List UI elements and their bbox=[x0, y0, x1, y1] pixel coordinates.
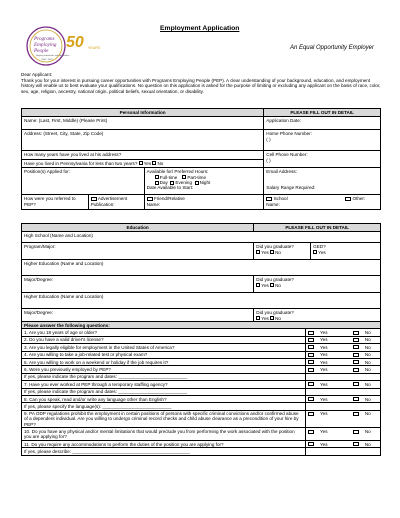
hs-graduate-field bbox=[254, 243, 311, 260]
svg-text:People: People bbox=[34, 48, 49, 54]
night-label: Night bbox=[199, 180, 211, 186]
hs-graduate-no-checkbox[interactable] bbox=[270, 250, 274, 254]
no-label: No bbox=[364, 381, 371, 387]
question-text: 5. Are you willing to work on a weekend or holiday if the job requires it? bbox=[22, 358, 306, 365]
no-label: No bbox=[364, 441, 371, 447]
ged-label: GED? bbox=[313, 244, 326, 250]
higher-1-graduate-field bbox=[254, 276, 381, 293]
question-answer bbox=[306, 351, 381, 358]
question-row bbox=[22, 428, 381, 441]
question-text: 4. Are you willing to take a job-related test or physical exam? bbox=[22, 351, 306, 358]
higher-1-yes-checkbox[interactable] bbox=[256, 283, 260, 287]
question-row bbox=[22, 336, 381, 343]
answer-yes-checkbox[interactable] bbox=[308, 338, 314, 342]
question-text: If yes, please indicate the program and dates: ___________________________ bbox=[22, 373, 306, 380]
question-answer bbox=[306, 441, 381, 448]
svg-text:Programs: Programs bbox=[34, 36, 55, 42]
pep-logo bbox=[26, 24, 108, 68]
home-phone-label: Home Phone Number: bbox=[266, 131, 313, 137]
cell-phone-paren: ( ) bbox=[266, 157, 271, 163]
ged-yes-checkbox[interactable] bbox=[313, 250, 317, 254]
question-text: 11. Do you require any accommodations to perform the duties of the position you are applying for? bbox=[22, 441, 306, 448]
question-row bbox=[22, 344, 381, 351]
personal-header: Personal Information bbox=[22, 109, 264, 117]
question-text: If yes, please specify the language(s): ___________________________ bbox=[22, 403, 306, 410]
cell-phone-label: Cell Phone Number: bbox=[266, 152, 308, 158]
hs-graduate-yes-checkbox[interactable] bbox=[256, 250, 260, 254]
education-fill-note: PLEASE FILL OUT IN DETAIL bbox=[254, 224, 381, 232]
question-text: 8. Can you speak, read and/or write any language other than English? bbox=[22, 395, 306, 402]
home-phone-field[interactable] bbox=[264, 130, 381, 151]
answer-yes-checkbox[interactable] bbox=[308, 368, 314, 372]
evening-checkbox[interactable] bbox=[170, 181, 174, 185]
answer-no-checkbox[interactable] bbox=[353, 442, 359, 446]
question-row bbox=[22, 351, 381, 358]
salary-label: Salary Range Required: bbox=[266, 184, 316, 190]
no-label: No bbox=[157, 160, 164, 166]
answer-no-checkbox[interactable] bbox=[353, 338, 359, 342]
answer-no-checkbox[interactable] bbox=[353, 430, 359, 434]
question-answer bbox=[306, 388, 381, 395]
personal-fill-note: PLEASE FILL OUT IN DETAIL bbox=[264, 109, 381, 117]
higher-2-yes-checkbox[interactable] bbox=[256, 316, 260, 320]
answer-no-checkbox[interactable] bbox=[353, 382, 359, 386]
no-label: No bbox=[275, 282, 281, 288]
school-checkbox[interactable] bbox=[266, 197, 272, 201]
answer-yes-checkbox[interactable] bbox=[308, 412, 314, 416]
no-label: No bbox=[364, 352, 371, 358]
advertisement-checkbox[interactable] bbox=[91, 197, 97, 201]
no-label: No bbox=[364, 396, 371, 402]
ged-field bbox=[311, 243, 381, 260]
referred-label: How were you referred to PEP? bbox=[22, 195, 89, 210]
day-checkbox[interactable] bbox=[155, 181, 159, 185]
program-field[interactable]: Program/Major: bbox=[22, 243, 254, 260]
question-row bbox=[22, 329, 381, 336]
day-label: Day bbox=[159, 180, 168, 186]
years-lived-field[interactable]: How many years have you lived at his address? bbox=[22, 151, 264, 159]
question-text: 2. Do you have a valid driver's license? bbox=[22, 336, 306, 343]
no-label: No bbox=[364, 344, 371, 350]
hours-field bbox=[144, 168, 264, 195]
question-text: 10. Do you have any physical and/or mental limitations that would preclude you from performing the work associated with the position you are applying for? bbox=[22, 428, 306, 441]
question-text: 7. Have you ever worked at PEP through a temporary staffing agency? bbox=[22, 381, 306, 388]
no-label: No bbox=[275, 249, 281, 255]
lived-pa-no-checkbox[interactable] bbox=[152, 161, 156, 165]
yes-label: Yes bbox=[320, 381, 328, 387]
yes-label: Yes bbox=[320, 359, 328, 365]
no-label: No bbox=[364, 429, 371, 435]
other-checkbox[interactable] bbox=[345, 197, 351, 201]
high-school-field[interactable]: High School (Name and Location) bbox=[22, 232, 381, 243]
no-label: No bbox=[364, 337, 371, 343]
question-answer bbox=[306, 366, 381, 373]
friend-checkbox[interactable] bbox=[147, 197, 153, 201]
no-label: No bbox=[364, 329, 371, 335]
answer-yes-checkbox[interactable] bbox=[308, 331, 314, 335]
question-text: If yes, please describe: ______________________________________________ bbox=[22, 448, 306, 455]
eoe-statement: An Equal Opportunity Employer bbox=[289, 45, 374, 51]
question-row bbox=[22, 395, 381, 402]
full-time-label: Full-time bbox=[159, 174, 178, 180]
no-label: No bbox=[364, 366, 371, 372]
yes-label: Yes bbox=[143, 160, 152, 166]
questions-table bbox=[21, 321, 381, 456]
question-row bbox=[22, 373, 381, 380]
answer-yes-checkbox[interactable] bbox=[308, 345, 314, 349]
answer-no-checkbox[interactable] bbox=[353, 368, 359, 372]
cell-phone-field[interactable] bbox=[264, 151, 381, 168]
question-row bbox=[22, 448, 381, 455]
questions-header: Please answer the following questions: bbox=[22, 322, 381, 329]
evening-label: Evening bbox=[175, 180, 193, 186]
question-answer bbox=[306, 329, 381, 336]
question-row bbox=[22, 441, 381, 448]
question-answer bbox=[306, 358, 381, 365]
education-table bbox=[21, 223, 381, 326]
question-row bbox=[22, 381, 381, 388]
part-time-label: Part-time bbox=[187, 174, 207, 180]
svg-text:Employing: Employing bbox=[34, 42, 57, 48]
yes-label: Yes bbox=[261, 282, 269, 288]
answer-no-checkbox[interactable] bbox=[353, 345, 359, 349]
higher-1-no-checkbox[interactable] bbox=[270, 283, 274, 287]
answer-no-checkbox[interactable] bbox=[353, 353, 359, 357]
hours-label: Available for/ Preferred Hours: bbox=[146, 169, 209, 175]
page-title: Employment Application bbox=[160, 25, 240, 32]
night-checkbox[interactable] bbox=[195, 181, 199, 185]
yes-label: Yes bbox=[320, 411, 328, 417]
question-answer bbox=[306, 395, 381, 402]
school-name-label: Name: bbox=[266, 201, 280, 207]
answer-yes-checkbox[interactable] bbox=[308, 353, 314, 357]
yes-label: Yes bbox=[320, 344, 328, 350]
svg-text:Helping individuals with disab: Helping individuals with disabilities bbox=[36, 55, 70, 57]
answer-yes-checkbox[interactable] bbox=[308, 442, 314, 446]
no-label: No bbox=[364, 411, 371, 417]
question-row bbox=[22, 388, 381, 395]
yes-label: Yes bbox=[320, 337, 328, 343]
svg-text:1966 - 2016: 1966 - 2016 bbox=[41, 59, 53, 61]
question-row bbox=[22, 403, 381, 410]
answer-no-checkbox[interactable] bbox=[353, 360, 359, 364]
question-answer bbox=[306, 373, 381, 380]
education-header: Education bbox=[22, 224, 254, 232]
higher-ed-1-field[interactable]: Higher Education (Name and Location) bbox=[22, 260, 381, 276]
answer-yes-checkbox[interactable] bbox=[308, 430, 314, 434]
question-text: 9. PA ODP regulations prohibit the employment in certain positions of persons with specific criminal convictions and/or confirmed abuse of a dependent individual. Are you willing to undergo criminal record checks and child abuse clearance as a precondition of your hire by PEP? bbox=[22, 410, 306, 428]
personal-info-table bbox=[21, 108, 381, 210]
address-field[interactable]: Address: (Street, City, State, Zip Code) bbox=[22, 130, 264, 151]
school-other-field bbox=[264, 195, 381, 210]
intro-body: Thank you for your interest in pursuing career opportunities with Programs Employing People (PEP). A clear understanding of your background, education, and employment history will enable us to best evaluate your qualifications. No question on this application is asked for the purpose of limiting or excluding any applicant on the basis of race, color, sex, age, religion, ancestry, national origin, political beliefs, sexual orientation, or disability. bbox=[21, 77, 381, 94]
question-answer bbox=[306, 381, 381, 388]
friend-label: Friend/Relative bbox=[153, 196, 185, 202]
higher-2-graduate-label: Did you graduate? bbox=[256, 310, 294, 316]
question-row bbox=[22, 358, 381, 365]
question-text: 1. Are you 18 years of age or older? bbox=[22, 329, 306, 336]
yes-label: Yes bbox=[261, 249, 269, 255]
no-label: No bbox=[364, 359, 371, 365]
answer-yes-checkbox[interactable] bbox=[308, 382, 314, 386]
part-time-checkbox[interactable] bbox=[182, 175, 186, 179]
home-phone-paren: ( ) bbox=[266, 136, 271, 142]
major-2-field[interactable]: Major/Degree: bbox=[22, 309, 254, 326]
question-text: If yes, please indicate the program and dates: ___________________________ bbox=[22, 388, 306, 395]
question-answer bbox=[306, 410, 381, 428]
question-answer bbox=[306, 428, 381, 441]
other-label: Other: bbox=[352, 196, 366, 202]
advertisement-field bbox=[88, 195, 144, 210]
email-field[interactable] bbox=[264, 168, 381, 195]
answer-no-checkbox[interactable] bbox=[353, 397, 359, 401]
date-start-label: Date Available to Start: bbox=[146, 185, 194, 191]
positions-field[interactable]: Position(s) Applied for: bbox=[22, 168, 145, 195]
svg-text:50: 50 bbox=[66, 34, 84, 51]
higher-ed-2-field[interactable]: Higher Education (Name and Location) bbox=[22, 293, 381, 309]
yes-label: Yes bbox=[318, 249, 326, 255]
higher-2-no-checkbox[interactable] bbox=[270, 316, 274, 320]
answer-yes-checkbox[interactable] bbox=[308, 360, 314, 364]
question-answer bbox=[306, 448, 381, 455]
question-text: 3. Are you legally eligible for employment in the United States of America? bbox=[22, 344, 306, 351]
no-label: No bbox=[275, 315, 281, 321]
higher-1-graduate-label: Did you graduate? bbox=[256, 277, 294, 283]
lived-pa-field bbox=[22, 159, 264, 167]
hs-graduate-label: Did you graduate? bbox=[256, 244, 294, 250]
yes-label: Yes bbox=[320, 352, 328, 358]
svg-text:YEARS: YEARS bbox=[88, 46, 101, 50]
yes-label: Yes bbox=[320, 366, 328, 372]
school-label: School bbox=[273, 196, 288, 202]
intro-text bbox=[21, 72, 381, 94]
advertisement-label: Advertisement bbox=[97, 196, 128, 202]
friend-field bbox=[144, 195, 264, 210]
answer-yes-checkbox[interactable] bbox=[308, 397, 314, 401]
answer-no-checkbox[interactable] bbox=[353, 412, 359, 416]
question-answer bbox=[306, 403, 381, 410]
publication-label: Publication: bbox=[90, 201, 115, 207]
yes-label: Yes bbox=[320, 429, 328, 435]
lived-pa-yes-checkbox[interactable] bbox=[139, 161, 143, 165]
question-text: 6. Were you previously employed by PEP? bbox=[22, 366, 306, 373]
full-time-checkbox[interactable] bbox=[155, 175, 159, 179]
yes-label: Yes bbox=[320, 441, 328, 447]
friend-name-label: Name: bbox=[146, 201, 161, 207]
answer-no-checkbox[interactable] bbox=[353, 331, 359, 335]
yes-label: Yes bbox=[261, 315, 269, 321]
yes-label: Yes bbox=[320, 396, 328, 402]
application-date-field[interactable]: Application Date: bbox=[264, 117, 381, 130]
greeting: Dear Applicant: bbox=[21, 72, 53, 77]
question-answer bbox=[306, 336, 381, 343]
email-label: Email Address: bbox=[266, 169, 297, 175]
question-row bbox=[22, 366, 381, 373]
yes-label: Yes bbox=[320, 329, 328, 335]
question-answer bbox=[306, 344, 381, 351]
major-1-field[interactable]: Major/Degree: bbox=[22, 276, 254, 293]
question-row bbox=[22, 410, 381, 428]
name-field[interactable]: Name: (Last, First, Middle) (Please Print) bbox=[22, 117, 264, 130]
lived-pa-label: Have you lived in Pennsylvania for less than two years? bbox=[24, 160, 138, 166]
